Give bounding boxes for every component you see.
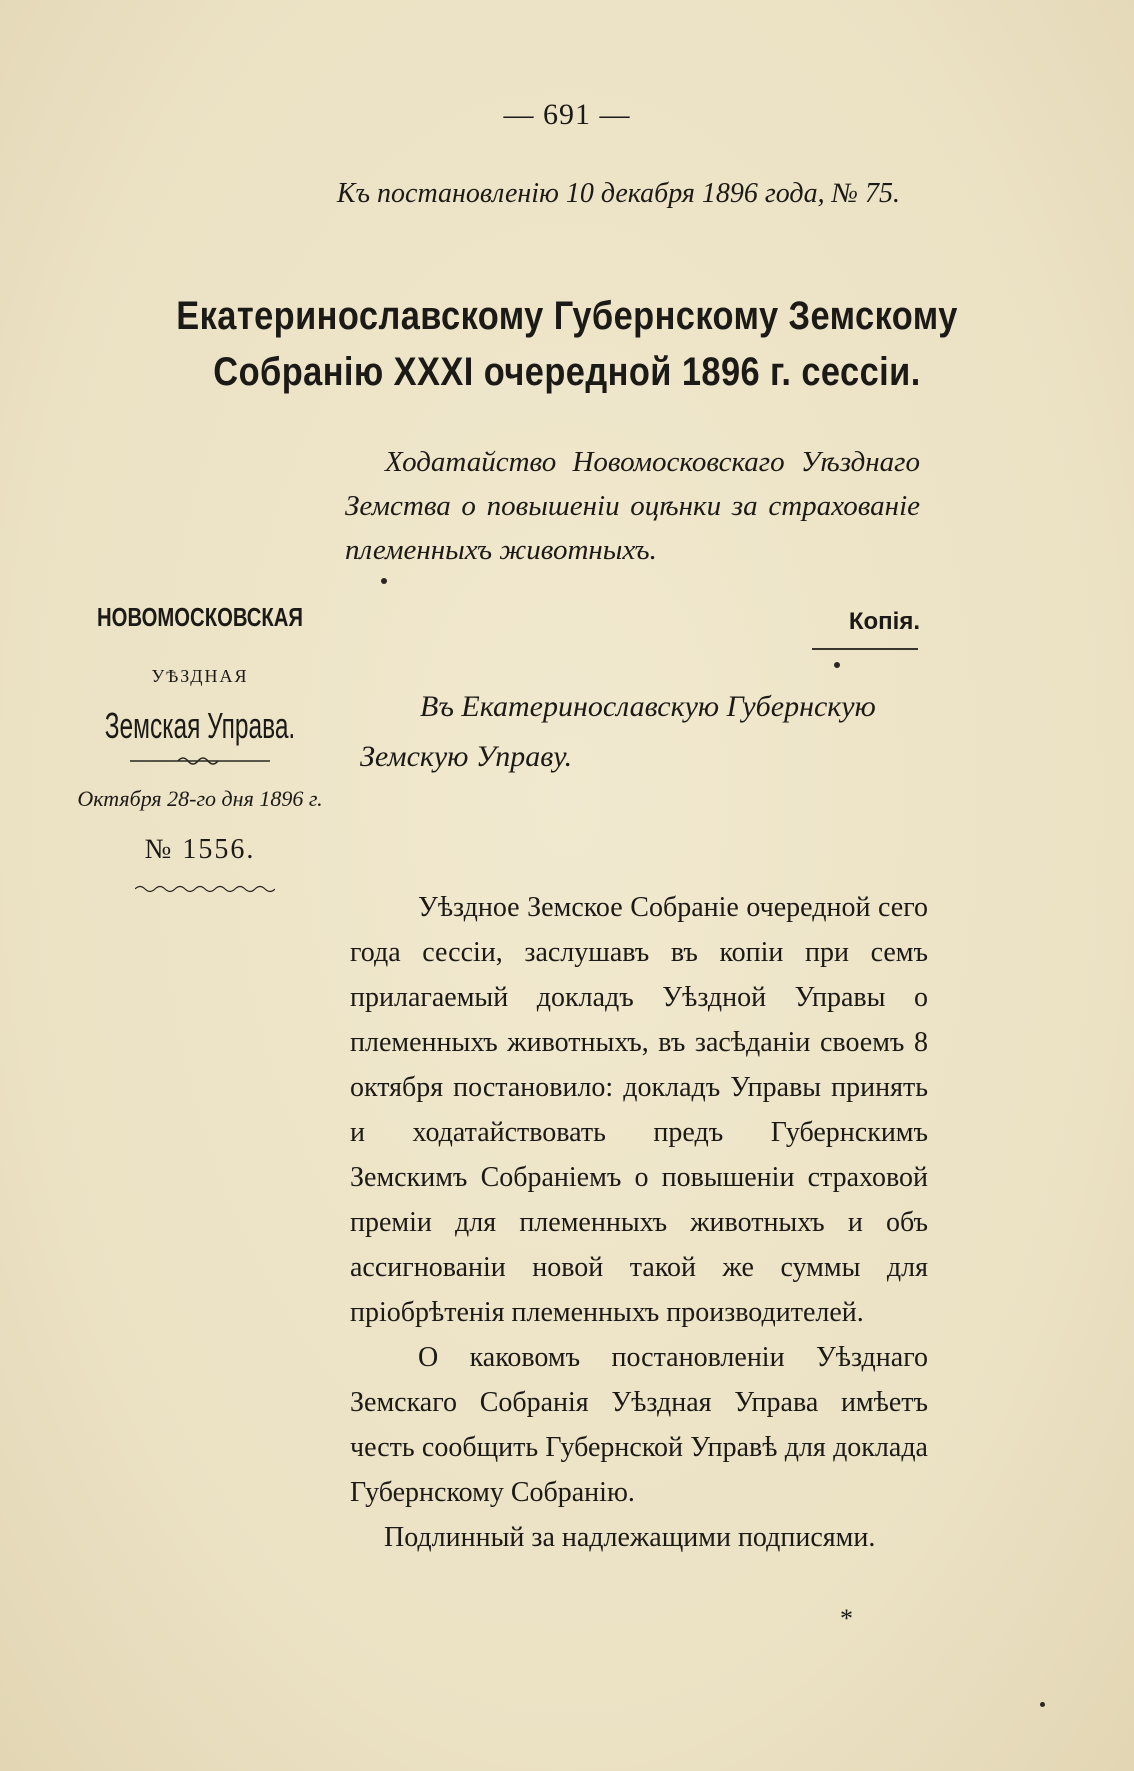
- copy-underline: [812, 648, 918, 650]
- recipient-address: Въ Екатеринославскую Губернскую Земскую Управу.: [360, 690, 876, 773]
- body-paragraph-1: Уѣздное Земское Собраніе очередной сего года сессіи, заслушавъ въ копіи при семъ прилагаемый докладъ Уѣздной Управы о племенныхъ животныхъ, въ засѣданіи своемъ 8 октября постановило: докладъ Управы принять и ходатайствовать предъ Губернскимъ Земскимъ Собраніемъ о повышеніи страховой преміи для племенныхъ животныхъ и объ ассигнованіи новой такой же суммы для пріобрѣтенія племенныхъ производителей.: [350, 892, 928, 1328]
- copy-label: Копія.: [848, 608, 920, 635]
- resolution-reference: Къ постановленію 10 декабря 1896 года, № 75.: [336, 178, 900, 209]
- petition-subject: Ходатайство Новомосковскаго Уѣзднаго Земства о повышеніи оцѣнки за страхованіе племенныхъ животныхъ.: [345, 446, 920, 566]
- heading-line-2: Собранію XXXI очередной 1896 г. сессіи.: [213, 350, 921, 394]
- ink-speck: [834, 662, 840, 668]
- body-paragraph-3: Подлинный за надлежащими подписями.: [384, 1522, 876, 1553]
- ink-speck: [381, 578, 387, 584]
- ink-speck: [1040, 1702, 1045, 1707]
- body-paragraph-2: О каковомъ постановленіи Уѣзднаго Земскаго Собранія Уѣздная Управа имѣетъ честь сообщить Губернской Управѣ для доклада Губернскому Собранію.: [350, 1342, 928, 1508]
- document-number: № 1556.: [144, 834, 256, 865]
- sender-district: УѢЗДНАЯ: [151, 666, 249, 686]
- footer-asterisk: *: [840, 1604, 853, 1633]
- heading-line-1: Екатеринославскому Губернскому Земскому: [176, 294, 958, 338]
- letter-body: [350, 885, 928, 1560]
- ornament-divider: [130, 754, 270, 768]
- ornament-wave: [135, 884, 275, 894]
- page-number: — 691 —: [503, 98, 631, 131]
- sender-org-name: НОВОМОСКОВСКАЯ: [97, 602, 303, 632]
- sender-board: Земская Управа.: [104, 705, 296, 746]
- document-date: Октября 28-го дня 1896 г.: [77, 786, 323, 811]
